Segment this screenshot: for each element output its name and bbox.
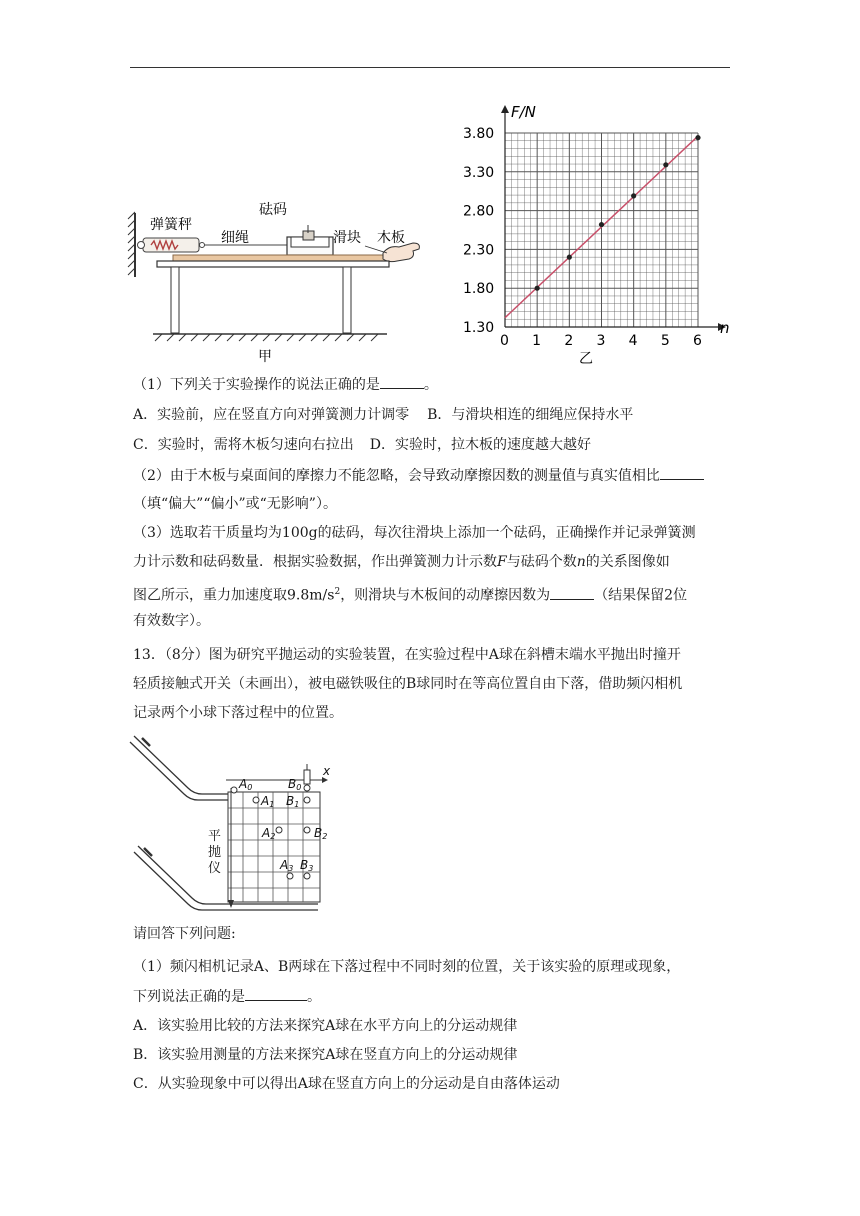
label-slider: 滑块 xyxy=(333,230,361,246)
label-string: 细绳 xyxy=(221,230,249,246)
y-tick-label: 3.30 xyxy=(463,164,495,181)
q13-part1-line1: （1）频闪相机记录A、B两球在下落过程中不同时刻的位置，关于该实验的原理或现象， xyxy=(133,959,681,975)
x-tick-label: 0 xyxy=(500,333,509,349)
label-weight: 砝码 xyxy=(259,202,287,218)
y-tick-label: 2.30 xyxy=(463,242,495,259)
ball-b1 xyxy=(304,797,310,803)
data-point-3 xyxy=(599,222,604,227)
data-point-6 xyxy=(695,135,700,140)
y-tick-label: 2.80 xyxy=(463,203,495,220)
q12-part1: （1）下列关于实验操作的说法正确的是 。 xyxy=(133,374,438,395)
q12-option-d: D．实验时，拉木板的速度越大越好 xyxy=(369,437,591,453)
q13-option-a: A．该实验用比较的方法来探究A球在水平方向上的分运动规律 xyxy=(133,1018,518,1034)
svg-text:B1: B1 xyxy=(286,794,300,809)
y-axis-arrow xyxy=(501,105,509,113)
x-tick-label: 1 xyxy=(532,333,542,349)
q12-option-a: A．实验前，应在竖直方向对弹簧测力计调零 xyxy=(133,407,410,423)
data-point-5 xyxy=(663,162,668,167)
y-tick-label: 1.80 xyxy=(463,281,495,298)
chart-ylabel: F/N xyxy=(511,103,536,121)
y-tick-label: 3.80 xyxy=(463,126,495,142)
q13-line3: 记录两个小球下落过程中的位置。 xyxy=(133,705,343,721)
q12-part3-line3: 图乙所示，重力加速度取$9.8m/s^2$，则滑块与木板间的动摩擦因数为 （结果保留2位 xyxy=(133,582,687,606)
data-point-1 xyxy=(535,286,540,291)
q12-part3-line2: 力计示数和砝码数量．根据实验数据，作出弹簧测力计示数F与砝码个数n的关系图像如 xyxy=(133,554,670,570)
x-tick-label: 3 xyxy=(596,333,606,349)
x-tick-label: 6 xyxy=(693,333,702,349)
q13-line1: 13．（8分）图为研究平抛运动的实验装置，在实验过程中A球在斜槽末端水平抛出时撞开 xyxy=(133,647,681,663)
data-point-2 xyxy=(567,255,572,260)
chart-caption: 乙 xyxy=(579,351,593,367)
q13-prompt: 请回答下列问题: xyxy=(133,926,236,942)
ball-a3 xyxy=(287,873,293,879)
q12-option-c: C．实验时，需将木板匀速向右拉出 xyxy=(133,437,354,453)
label-spring-scale: 弹簧秤 xyxy=(150,217,192,233)
ball-a1 xyxy=(253,797,259,803)
data-point-4 xyxy=(631,193,636,198)
svg-text:仪: 仪 xyxy=(208,861,222,876)
svg-text:x: x xyxy=(323,764,331,778)
q12-options-cd xyxy=(133,435,591,455)
figure-jia-apparatus xyxy=(125,195,425,367)
ball-a0 xyxy=(231,787,237,793)
svg-text:B2: B2 xyxy=(314,826,328,841)
figure-yi-chart xyxy=(455,95,745,375)
q12-part3-line1: （3）选取若干质量均为100g的砝码，每次往滑块上添加一个砝码，正确操作并记录弹簧测 xyxy=(133,525,696,541)
ball-b2 xyxy=(304,827,310,833)
chart-axes xyxy=(501,105,726,331)
wooden-board xyxy=(173,255,385,261)
ball-b3 xyxy=(304,873,310,879)
q12-part2-line1: （2）由于木板与桌面间的摩擦力不能忽略，会导致动摩擦因数的测量值与真实值相比 xyxy=(133,465,704,486)
ball-b0 xyxy=(304,785,310,791)
q13-part1-line2: 下列说法正确的是 。 xyxy=(133,986,321,1007)
q13-line2: 轻质接触式开关（未画出），被电磁铁吸住的B球同时在等高位置自由下落，借助频闪相机 xyxy=(133,676,683,692)
svg-text:抛: 抛 xyxy=(208,845,222,860)
svg-text:A2: A2 xyxy=(262,826,276,841)
x-tick-label: 4 xyxy=(628,333,638,349)
chart-xlabel: n xyxy=(720,319,730,337)
header-rule xyxy=(130,67,730,68)
chart-grid-major xyxy=(505,133,698,327)
label-caption-jia: 甲 xyxy=(258,349,272,365)
x-tick-label: 2 xyxy=(564,333,574,349)
svg-text:B3: B3 xyxy=(300,858,314,873)
svg-text:A3: A3 xyxy=(280,858,294,873)
svg-text:平: 平 xyxy=(208,829,222,844)
q12-options-ab xyxy=(133,405,633,425)
label-board: 木板 xyxy=(377,230,405,246)
y-tick-label: 1.30 xyxy=(463,320,495,336)
svg-text:B0: B0 xyxy=(288,777,302,792)
q13-option-c: C．从实验现象中可以得出A球在竖直方向上的分运动是自由落体运动 xyxy=(133,1076,560,1092)
svg-text:A0: A0 xyxy=(239,777,253,792)
q12-part3-line4: 有效数字）。 xyxy=(133,613,210,629)
ball-a2 xyxy=(276,827,282,833)
q12-option-b: B．与滑块相连的细绳应保持水平 xyxy=(427,407,634,423)
svg-text:A1: A1 xyxy=(261,794,275,809)
figure-projectile-apparatus xyxy=(128,730,331,916)
x-tick-label: 5 xyxy=(660,333,670,349)
q12-part2-line2: （填“偏大”“偏小”或“无影响”）。 xyxy=(133,496,337,512)
q13-option-b: B．该实验用测量的方法来探究A球在竖直方向上的分运动规律 xyxy=(133,1047,518,1063)
